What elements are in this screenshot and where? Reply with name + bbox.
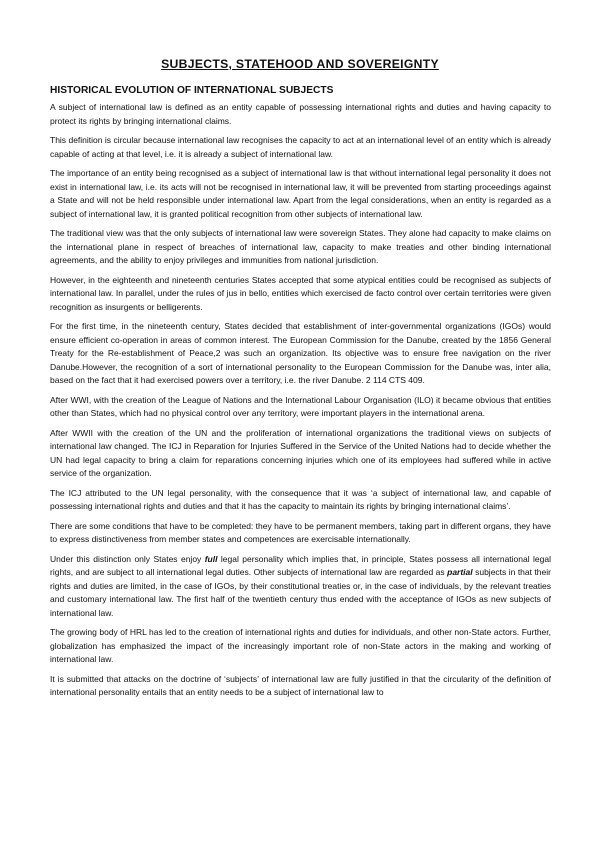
paragraph: The growing body of HRL has led to the creation of international rights and duties for individuals, and other non-State actors. Further, globalization has emphasized the impact of the increasingly important role of non-State actors in the making and working of international law. [50, 627, 551, 664]
paragraph-text: legal personality which implies that, in principle, States possess all international legal rights, and are subject to all international legal duties. Other subjects of international law are regarded as [50, 553, 551, 577]
paragraph: The ICJ attributed to the UN legal personality, with the consequence that it was ‘a subject of international law, and capable of possessing international rights and duties and that it has the capacity to maintain its rights by bringing international claims’. [50, 487, 551, 511]
paragraph: The importance of an entity being recognised as a subject of international law is that without international legal personality it does not exist in international law, i.e. its acts will not be recognised in international law, it will be prevented from starting proceedings against a State and will not be held responsible under international law. Apart from the legal considerations, when an entity is regarded as a subject of international law, it is granted political recognition from other subjects of international law. [50, 168, 551, 219]
paragraph: For the first time, in the nineteenth century, States decided that establishment of inter-governmental organizations (IGOs) would ensure efficient co-operation in areas of common interest. The European Commission for the Danube, created by the 1856 General Treaty for the Re-establishment of Peace,2 was such an organization. Its objective was to ensure free navigation on the river Danube.However, the recognition of a sort of international personality to the European Commission for the Danube was, inter alia, based on the fact that it had exercised powers over a territory, i.e. the river Danube. 2 114 CTS 409. [50, 321, 551, 385]
paragraph: After WWI, with the creation of the League of Nations and the International Labour Organisation (ILO) it became obvious that entities other than States, which had no physical control over any territory, were important players in the international arena. [50, 394, 551, 418]
document-title: SUBJECTS, STATEHOOD AND SOVEREIGNTY [161, 57, 439, 71]
paragraph: However, in the eighteenth and nineteenth centuries States accepted that some atypical entities could be recognised as subjects of international law. In parallel, under the rules of jus in bello, entities which exercised de facto control over certain territories were given recognition as insurgents or belligerents. [50, 274, 551, 312]
section-heading: HISTORICAL EVOLUTION OF INTERNATIONAL SUBJECTS [50, 85, 334, 96]
paragraph: This definition is circular because international law recognises the capacity to act at an international level of an entity which is already capable of acting at that level, i.e. it is already a subject of international law. [50, 135, 551, 159]
paragraph-text: Under this distinction only States enjoy [50, 553, 205, 564]
paragraph: The traditional view was that the only subjects of international law were sovereign States. They alone had capacity to make claims on the international plane in respect of breaches of international law, capacity to make treaties and other binding international agreements, and the ability to enjoy privileges and immunities from national jurisdiction. [50, 228, 551, 265]
document-body [50, 101, 551, 706]
paragraph: A subject of international law is defined as an entity capable of possessing international rights and duties and having capacity to protect its rights by bringing international claims. [50, 102, 551, 126]
paragraph: After WWII with the creation of the UN and the proliferation of international organizations the traditional views on subjects of international law changed. The ICJ in Reparation for Injuries Suffered in the Service of the United Nations had to decide whether the UN had legal capacity to bring a claim for reparations concerning injuries which one of its employees had suffered while in active service of the organization. [50, 427, 551, 478]
paragraph-legal-personality [50, 553, 551, 621]
paragraph-text: subjects in that their rights and duties are limited, in the case of IGOs, by their constitutional treaties or, in the case of individuals, by the relevant treaties and customary international law. The first half of the twentieth century thus ended with the acceptance of IGOs as new subjects of international law. [50, 567, 551, 618]
paragraph: It is submitted that attacks on the doctrine of ‘subjects’ of international law are fully justified in that the circularity of the definition of international personality entails that an entity needs to be a subject of international law to [50, 673, 551, 697]
paragraph: There are some conditions that have to be completed: they have to be permanent members, taking part in different organs, they have to express distinctiveness from member states and competences are exercisable internationally. [50, 520, 551, 544]
emphasis-partial: partial [447, 567, 473, 577]
emphasis-full: full [204, 553, 218, 564]
